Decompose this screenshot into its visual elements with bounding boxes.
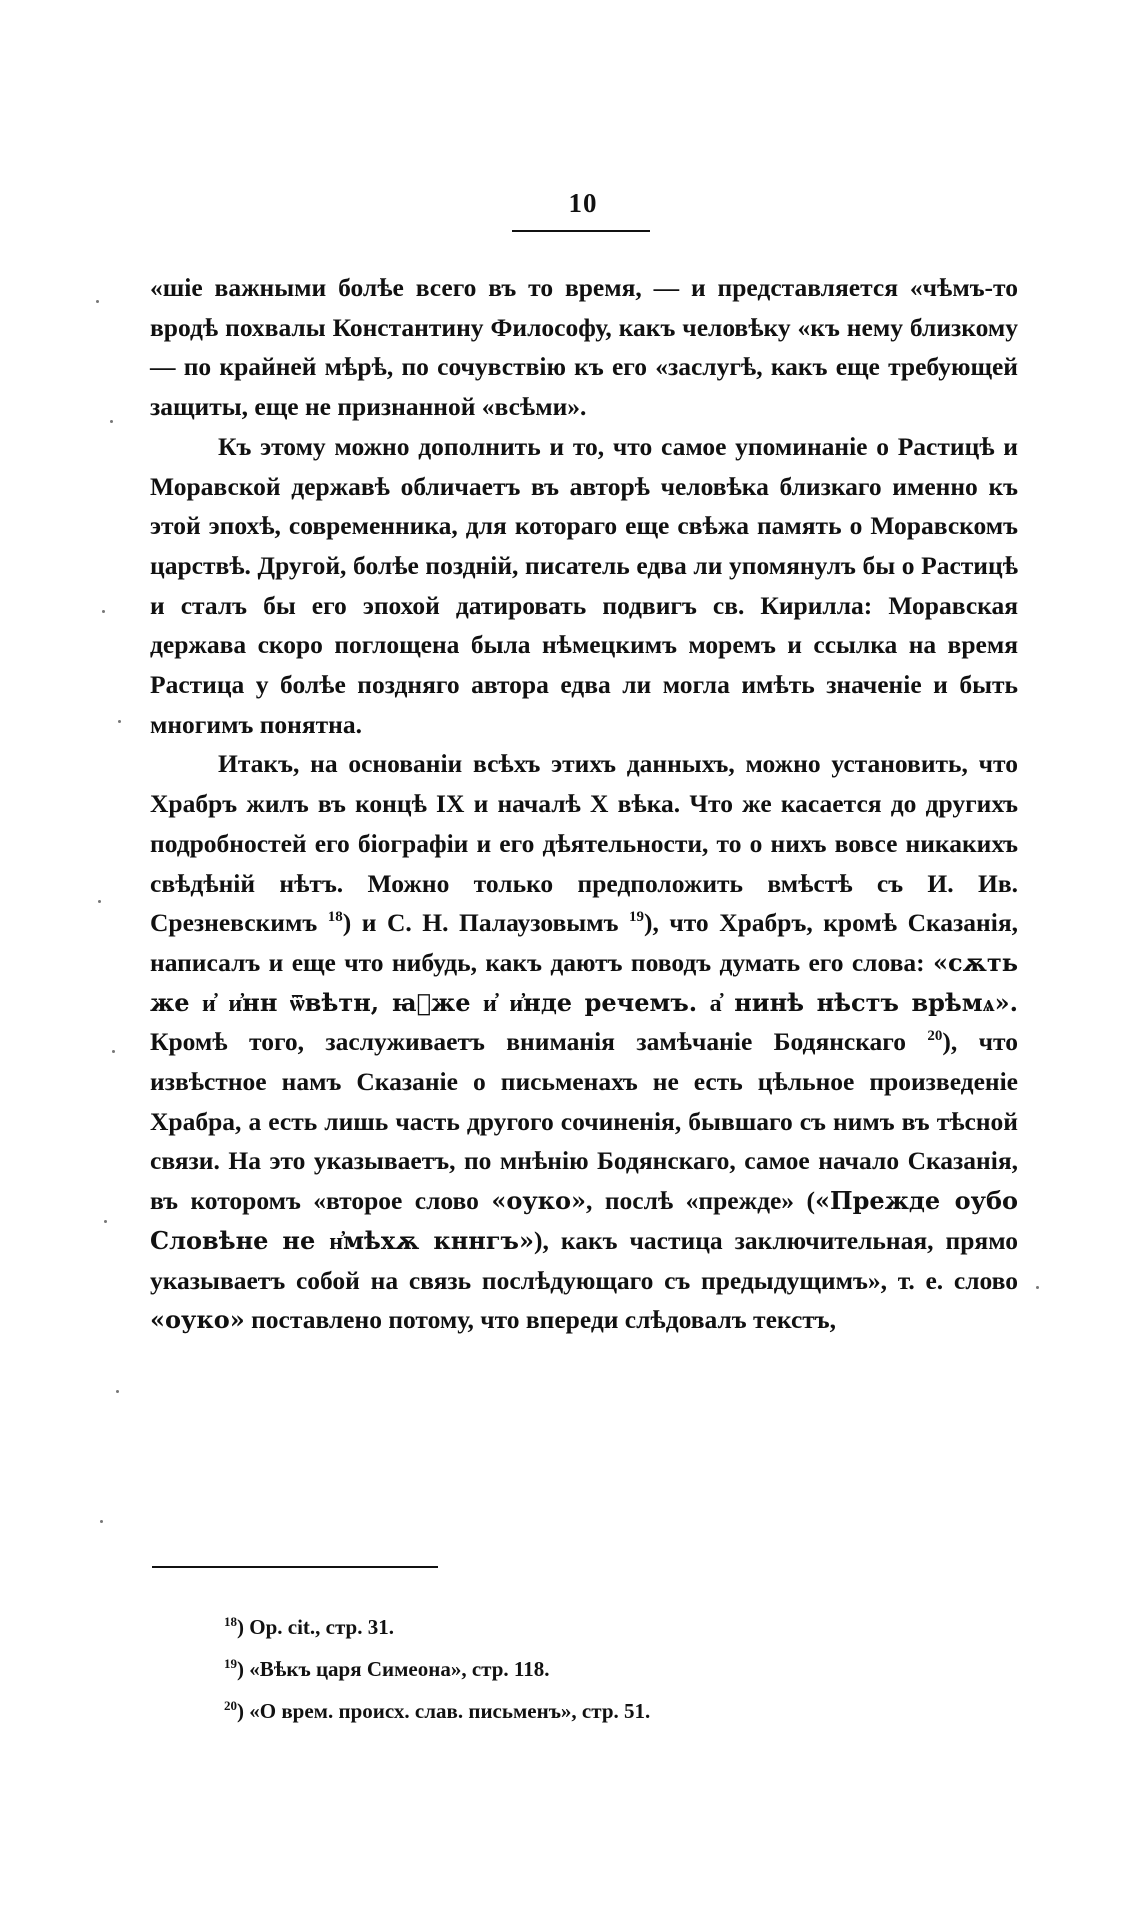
scan-speck (116, 1390, 119, 1393)
scan-speck (96, 300, 99, 303)
footnote-ref-19: 19 (628, 909, 644, 926)
scan-speck (100, 1520, 103, 1523)
footnote-ref-18: 18 (327, 909, 343, 926)
paragraph-3-text: ), что Храбръ, кромѣ Сказанія, написалъ и еще что нибудь, какъ даютъ поводъ думать его слова: (150, 908, 1018, 977)
paragraph-3-text: ), какъ частица заключительная, прямо указываетъ собой на связь послѣдующаго съ предыдущимъ», т. е. слово (150, 1225, 1018, 1295)
footnote-number: 20 (224, 1698, 237, 1713)
footnote-text: ) «О врем. происх. слав. письменъ», стр. 51. (237, 1699, 651, 1723)
body-text (150, 268, 1018, 1340)
paragraph-3-text: ), что извѣстное намъ Сказаніе о письменахъ не есть цѣльное произведеніе Храбра, а есть лишь часть другого сочиненія, бывшаго съ нимъ въ тѣсной связи. На это указываетъ, по мнѣнію Бодянскаго, самое начало Сказанія, въ которомъ «второе слово (150, 1027, 1018, 1216)
scan-speck (1036, 1286, 1039, 1289)
footnote-19 (224, 1648, 924, 1690)
footnote-text: ) Op. cit., стр. 31. (237, 1615, 394, 1639)
scan-speck (112, 1050, 115, 1053)
footnote-ref-20: 20 (927, 1028, 943, 1045)
footnote-rule (152, 1566, 438, 1568)
church-slavonic-word: «оуко» (150, 1305, 245, 1335)
paragraph-2: Къ этому можно дополнить и то, что самое упоминаніе о Растицѣ и Моравской державѣ обличаетъ въ авторѣ человѣка близкаго именно къ этой эпохѣ, современника, для котораго еще свѣжа память о Моравскомъ царствѣ. Другой, болѣе поздній, писатель едва ли упомянулъ бы о Растицѣ и сталъ бы его эпохой датировать подвигъ св. Кирилла: Моравская держава скоро поглощена была нѣмецкимъ моремъ и ссылка на время Растица у болѣе поздняго автора едва ли могла имѣть значеніе и быть многимъ понятна. (150, 431, 1018, 739)
scan-speck (98, 900, 101, 903)
page-number-rule (512, 230, 650, 232)
scan-speck (102, 610, 105, 613)
footnote-text: ) «Вѣкъ царя Симеона», стр. 118. (237, 1657, 550, 1681)
church-slavonic-quote: «Прежде оубо Словѣне не н҆мѣхѫ кннгъ» (150, 1186, 1019, 1255)
church-slavonic-word: «оуко» (491, 1186, 587, 1216)
footnote-number: 18 (224, 1614, 237, 1629)
paragraph-3-text: Итакъ, на основаніи всѣхъ этихъ данныхъ, можно установить, что Храбръ жилъ въ концѣ IX и началѣ X вѣка. Что же касается до другихъ подробностей его біографіи и его дѣятельности, то о нихъ вовсе никакихъ свѣдѣній нѣтъ. Можно только предположить вмѣстѣ съ И. Ив. Срезневскимъ (150, 749, 1018, 938)
paragraph-3-text: поставлено потому, что впереди слѣдовалъ текстъ, (244, 1305, 837, 1335)
paragraph-3-text: , послѣ «прежде» ( (586, 1186, 815, 1216)
paragraph-3-text: ) и С. Н. Палаузовымъ (342, 908, 629, 938)
footnotes (224, 1606, 924, 1732)
scan-speck (110, 420, 113, 423)
paragraph-3 (150, 744, 1018, 1340)
church-slavonic-quote: «сѫть же и҆ и҆нн ѿвѣтн, ꙗ҆же и҆ и҆нде речемъ. а҆ нинѣ нѣстъ врѣмѧ». (150, 947, 1018, 1017)
footnote-18 (224, 1606, 924, 1648)
paragraph-3-text: Кромѣ того, заслуживаетъ вниманія замѣчаніе Бодянскаго (150, 1027, 928, 1057)
page-number: 10 (568, 188, 598, 218)
paragraph-1: «шіе важными болѣе всего въ то время, — и представляется «чѣмъ-то вродѣ похвалы Константину Философу, какъ человѣку «къ нему близкому — по крайней мѣрѣ, по сочувствію къ его «заслугѣ, какъ еще требующей защиты, еще не признанной «всѣми». (150, 273, 1018, 422)
scan-speck (118, 720, 121, 723)
footnote-20 (224, 1690, 924, 1732)
scan-speck (104, 1220, 107, 1223)
footnote-number: 19 (224, 1656, 237, 1671)
